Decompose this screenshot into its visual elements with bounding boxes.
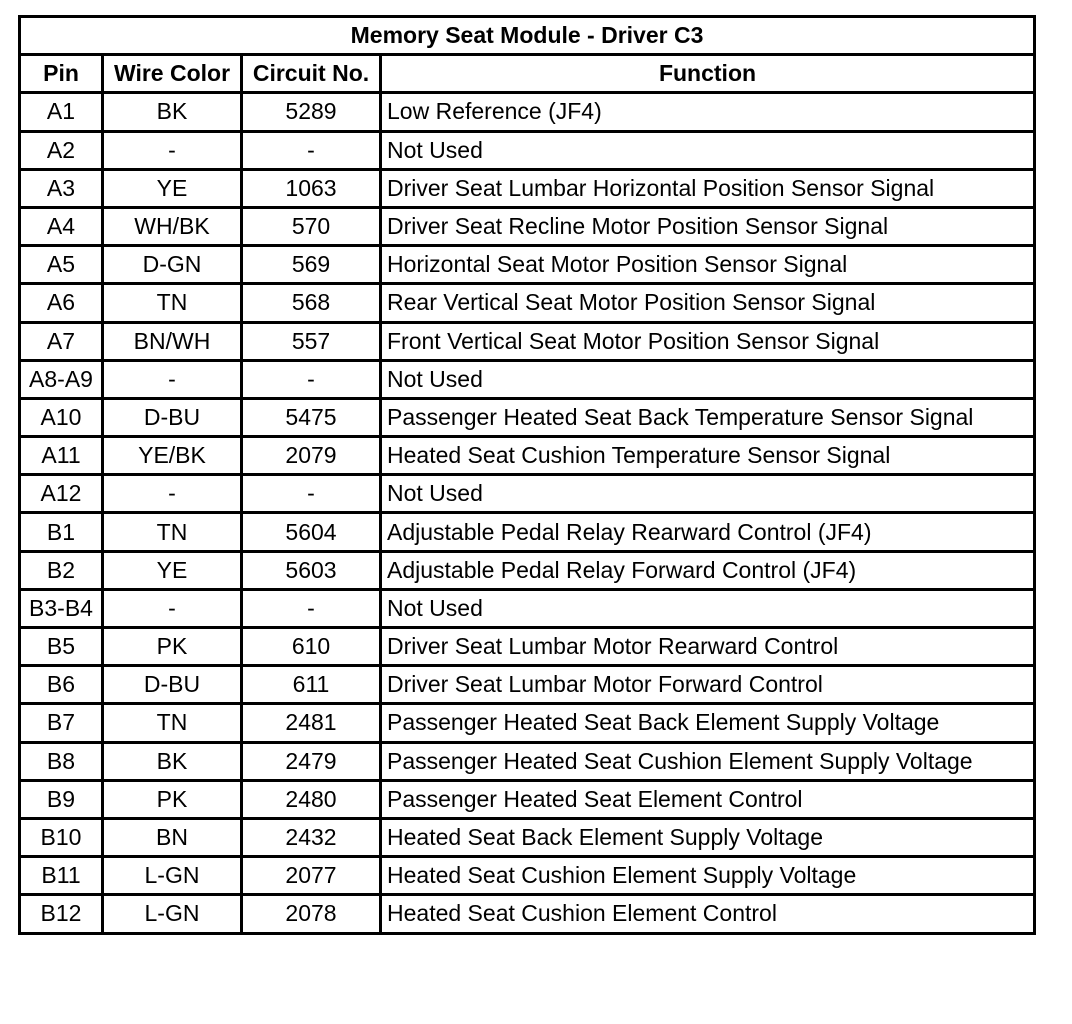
table-header-row (20, 55, 1035, 93)
table-title: Memory Seat Module - Driver C3 (20, 17, 1035, 55)
function-cell: Passenger Heated Seat Cushion Element Supply Voltage (381, 742, 1035, 780)
function-cell: Adjustable Pedal Relay Forward Control (JF4) (381, 551, 1035, 589)
pin-cell: B1 (20, 513, 103, 551)
wire-color-cell: TN (103, 284, 242, 322)
wire-color-cell: - (103, 589, 242, 627)
table-row (20, 437, 1035, 475)
circuit-number-cell: - (242, 589, 381, 627)
table-body (20, 93, 1035, 933)
table-row (20, 666, 1035, 704)
table-title-row (20, 17, 1035, 55)
wire-color-cell: L-GN (103, 857, 242, 895)
pin-cell: B12 (20, 895, 103, 933)
circuit-number-cell: - (242, 360, 381, 398)
wire-color-cell: YE/BK (103, 437, 242, 475)
function-cell: Horizontal Seat Motor Position Sensor Signal (381, 246, 1035, 284)
connector-pinout-table (18, 15, 1036, 935)
table-row (20, 628, 1035, 666)
table-row (20, 589, 1035, 627)
function-cell: Not Used (381, 360, 1035, 398)
circuit-number-cell: 2079 (242, 437, 381, 475)
wire-color-cell: D-BU (103, 398, 242, 436)
pin-cell: A8-A9 (20, 360, 103, 398)
circuit-number-cell: 2432 (242, 818, 381, 856)
function-cell: Passenger Heated Seat Element Control (381, 780, 1035, 818)
wire-color-cell: BN (103, 818, 242, 856)
wire-color-cell: - (103, 131, 242, 169)
pin-cell: A4 (20, 207, 103, 245)
circuit-number-cell: 5475 (242, 398, 381, 436)
pin-cell: B6 (20, 666, 103, 704)
wire-color-cell: L-GN (103, 895, 242, 933)
wire-color-cell: TN (103, 513, 242, 551)
pin-cell: A1 (20, 93, 103, 131)
function-cell: Driver Seat Lumbar Motor Rearward Control (381, 628, 1035, 666)
table-row (20, 551, 1035, 589)
circuit-number-cell: 2479 (242, 742, 381, 780)
circuit-number-cell: - (242, 131, 381, 169)
pin-cell: B2 (20, 551, 103, 589)
header-circuit-no: Circuit No. (242, 55, 381, 93)
function-cell: Heated Seat Cushion Element Supply Voltage (381, 857, 1035, 895)
wire-color-cell: - (103, 475, 242, 513)
circuit-number-cell: 570 (242, 207, 381, 245)
pin-cell: A2 (20, 131, 103, 169)
wire-color-cell: YE (103, 551, 242, 589)
pin-cell: B11 (20, 857, 103, 895)
header-wire-color: Wire Color (103, 55, 242, 93)
function-cell: Heated Seat Back Element Supply Voltage (381, 818, 1035, 856)
wire-color-cell: TN (103, 704, 242, 742)
table-row (20, 360, 1035, 398)
table-row (20, 93, 1035, 131)
header-pin: Pin (20, 55, 103, 93)
circuit-number-cell: 5604 (242, 513, 381, 551)
function-cell: Driver Seat Lumbar Motor Forward Control (381, 666, 1035, 704)
function-cell: Rear Vertical Seat Motor Position Sensor Signal (381, 284, 1035, 322)
table-row (20, 398, 1035, 436)
circuit-number-cell: 2480 (242, 780, 381, 818)
table-row (20, 169, 1035, 207)
function-cell: Front Vertical Seat Motor Position Sensor Signal (381, 322, 1035, 360)
table-row (20, 131, 1035, 169)
function-cell: Not Used (381, 131, 1035, 169)
function-cell: Low Reference (JF4) (381, 93, 1035, 131)
wire-color-cell: BK (103, 93, 242, 131)
circuit-number-cell: 1063 (242, 169, 381, 207)
pin-cell: B10 (20, 818, 103, 856)
wire-color-cell: PK (103, 780, 242, 818)
wire-color-cell: BK (103, 742, 242, 780)
function-cell: Adjustable Pedal Relay Rearward Control (JF4) (381, 513, 1035, 551)
circuit-number-cell: 569 (242, 246, 381, 284)
wire-color-cell: WH/BK (103, 207, 242, 245)
table-row (20, 857, 1035, 895)
pin-cell: B9 (20, 780, 103, 818)
table-row (20, 246, 1035, 284)
pin-cell: A7 (20, 322, 103, 360)
pin-cell: A12 (20, 475, 103, 513)
circuit-number-cell: 2481 (242, 704, 381, 742)
function-cell: Not Used (381, 475, 1035, 513)
circuit-number-cell: 2078 (242, 895, 381, 933)
circuit-number-cell: 610 (242, 628, 381, 666)
pin-cell: A11 (20, 437, 103, 475)
function-cell: Driver Seat Lumbar Horizontal Position Sensor Signal (381, 169, 1035, 207)
table-row (20, 780, 1035, 818)
pin-cell: A10 (20, 398, 103, 436)
function-cell: Not Used (381, 589, 1035, 627)
wire-color-cell: YE (103, 169, 242, 207)
circuit-number-cell: 611 (242, 666, 381, 704)
table-row (20, 475, 1035, 513)
wire-color-cell: BN/WH (103, 322, 242, 360)
header-function: Function (381, 55, 1035, 93)
pin-cell: A6 (20, 284, 103, 322)
function-cell: Driver Seat Recline Motor Position Sensor Signal (381, 207, 1035, 245)
wire-color-cell: D-GN (103, 246, 242, 284)
wire-color-cell: - (103, 360, 242, 398)
table-row (20, 513, 1035, 551)
table-row (20, 742, 1035, 780)
function-cell: Passenger Heated Seat Back Element Supply Voltage (381, 704, 1035, 742)
circuit-number-cell: 2077 (242, 857, 381, 895)
pin-cell: B5 (20, 628, 103, 666)
function-cell: Passenger Heated Seat Back Temperature Sensor Signal (381, 398, 1035, 436)
table-row (20, 284, 1035, 322)
wire-color-cell: PK (103, 628, 242, 666)
function-cell: Heated Seat Cushion Element Control (381, 895, 1035, 933)
function-cell: Heated Seat Cushion Temperature Sensor Signal (381, 437, 1035, 475)
circuit-number-cell: 5289 (242, 93, 381, 131)
table-row (20, 322, 1035, 360)
circuit-number-cell: - (242, 475, 381, 513)
circuit-number-cell: 568 (242, 284, 381, 322)
table-row (20, 895, 1035, 933)
pin-cell: B3-B4 (20, 589, 103, 627)
table-row (20, 818, 1035, 856)
pin-cell: A5 (20, 246, 103, 284)
pin-cell: A3 (20, 169, 103, 207)
pin-cell: B8 (20, 742, 103, 780)
circuit-number-cell: 5603 (242, 551, 381, 589)
pin-cell: B7 (20, 704, 103, 742)
wire-color-cell: D-BU (103, 666, 242, 704)
circuit-number-cell: 557 (242, 322, 381, 360)
table-row (20, 207, 1035, 245)
table-row (20, 704, 1035, 742)
